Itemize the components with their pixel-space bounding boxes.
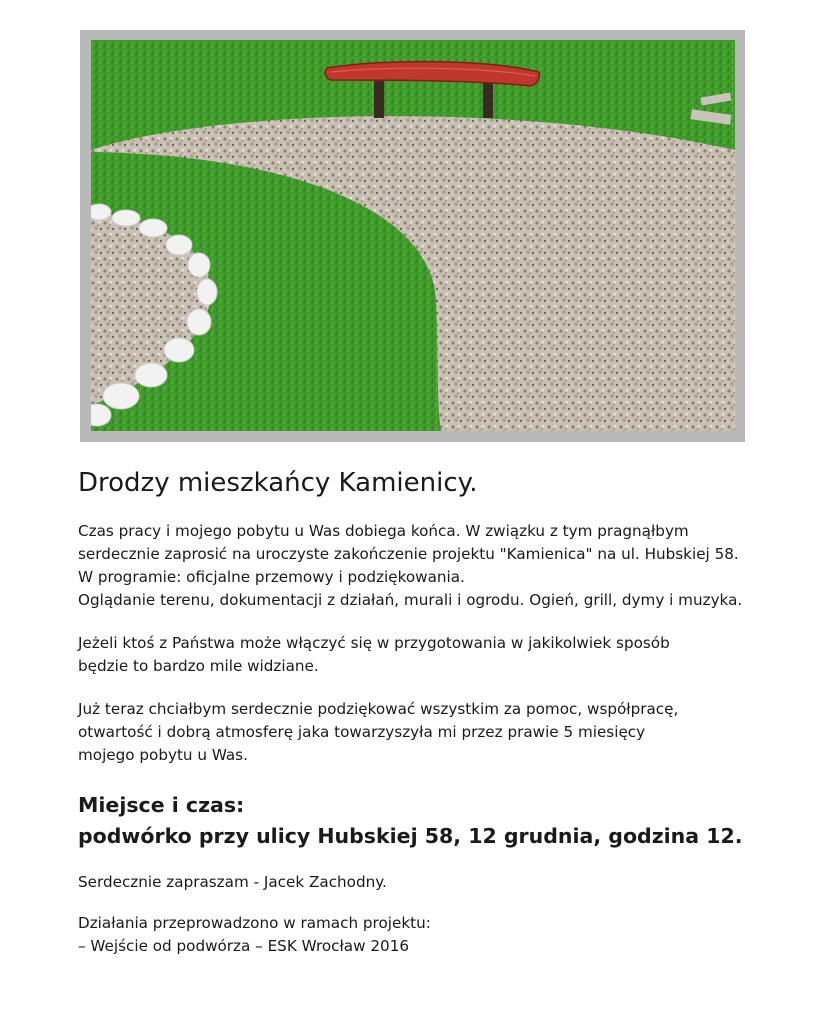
place-title: Miejsce i czas: [78, 793, 245, 817]
page-title: Drodzy mieszkańcy Kamienicy. [78, 468, 478, 498]
text-line: Jeżeli ktoś z Państwa może włączyć się w przygotowania w jakikolwiek sposób [78, 634, 670, 652]
text-line: mojego pobytu u Was. [78, 746, 248, 764]
text-line: otwartość i dobrą atmosferę jaka towarzyszyła mi przez prawie 5 miesięcy [78, 723, 646, 741]
text-line: – Wejście od podwórza – ESK Wrocław 2016 [78, 937, 410, 955]
text-line: będzie to bardzo mile widziane. [78, 657, 319, 675]
place-and-time [78, 790, 778, 852]
signature: Serdecznie zapraszam - Jacek Zachodny. [78, 873, 387, 891]
text-line: Oglądanie terenu, dokumentacji z działań, murali i ogrodu. Ogień, grill, dymy i muzyka. [78, 591, 743, 609]
footer-note [78, 912, 778, 958]
text-line: Już teraz chciałbym serdecznie podziękować wszystkim za pomoc, współpracę, [78, 700, 679, 718]
paragraph-thanks [78, 698, 778, 767]
paragraph-invitation [78, 520, 778, 612]
paragraph-help [78, 632, 778, 678]
text-line: Działania przeprowadzono w ramach projektu: [78, 914, 431, 932]
place-details: podwórko przy ulicy Hubskiej 58, 12 grudnia, godzina 12. [78, 824, 743, 848]
garden-photo [91, 40, 735, 431]
text-line: serdecznie zaprosić na uroczyste zakończenie projektu "Kamienica" na ul. Hubskiej 58. [78, 545, 739, 563]
text-line: W programie: oficjalne przemowy i podziękowania. [78, 568, 465, 586]
text-line: Czas pracy i mojego pobytu u Was dobiega końca. W związku z tym pragnąłbym [78, 522, 689, 540]
garden-illustration [91, 40, 735, 431]
photo-frame [80, 30, 745, 442]
